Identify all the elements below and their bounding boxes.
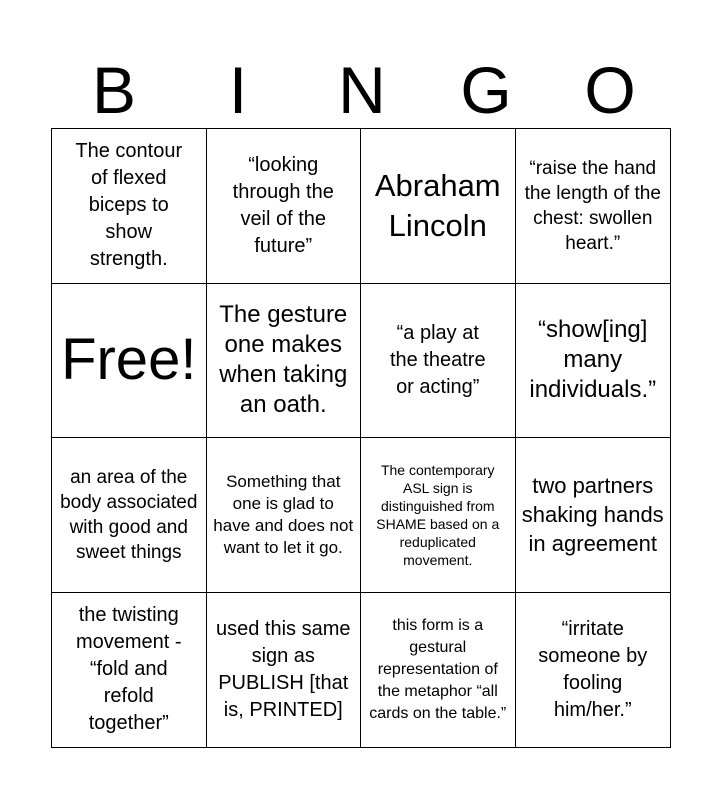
bingo-cell-free[interactable] (52, 284, 207, 439)
cell-text: “a play at the theatre or acting” (389, 321, 486, 398)
cell-text: used this same sign as PUBLISH [that is, PRINTED] (215, 617, 351, 721)
bingo-cell[interactable] (361, 129, 516, 284)
free-space-label: Free! (61, 327, 197, 393)
bingo-cell[interactable] (361, 284, 516, 439)
cell-text: Abraham Lincoln (374, 167, 501, 243)
cell-text: this form is a gestural representation of the metaphor “all cards on the table.” (369, 616, 507, 722)
bingo-cell[interactable] (361, 593, 516, 748)
header-letter-g: G (460, 53, 512, 127)
cell-text: The gesture one makes when taking an oath. (219, 301, 348, 419)
cell-text: an area of the body associated with good and sweet things (60, 466, 198, 563)
bingo-cell[interactable] (207, 284, 362, 439)
bingo-cell[interactable] (207, 438, 362, 593)
bingo-cell[interactable] (207, 593, 362, 748)
header-letter-i: I (228, 53, 248, 127)
bingo-cell[interactable] (361, 438, 516, 593)
bingo-cell[interactable] (52, 129, 207, 284)
bingo-cell[interactable] (516, 284, 671, 439)
header-letter-n: N (338, 53, 386, 127)
header-letter-b: B (91, 53, 137, 127)
bingo-header (52, 52, 672, 128)
bingo-cell[interactable] (52, 438, 207, 593)
cell-text: the twisting movement - “fold and refold together” (75, 604, 182, 735)
bingo-cell[interactable] (516, 438, 671, 593)
cell-text: two partners shaking hands in agreement (521, 473, 664, 557)
cell-text: “irritate someone by fooling him/her.” (538, 617, 648, 721)
bingo-cell[interactable] (207, 129, 362, 284)
bingo-cell[interactable] (52, 593, 207, 748)
bingo-board (51, 128, 671, 748)
bingo-cell[interactable] (516, 593, 671, 748)
header-letter-o: O (584, 53, 636, 127)
cell-text: The contemporary ASL sign is distinguished from SHAME based on a reduplicated movement. (376, 461, 500, 568)
cell-text: “raise the hand the length of the chest: swollen heart.” (524, 157, 661, 254)
bingo-cell[interactable] (516, 129, 671, 284)
cell-text: “show[ing] many individuals.” (529, 316, 657, 404)
cell-text: The contour of flexed biceps to show strength. (75, 140, 183, 271)
cell-text: “looking through the veil of the future” (232, 153, 334, 257)
cell-text: Something that one is glad to have and does not want to let it go. (213, 471, 354, 557)
